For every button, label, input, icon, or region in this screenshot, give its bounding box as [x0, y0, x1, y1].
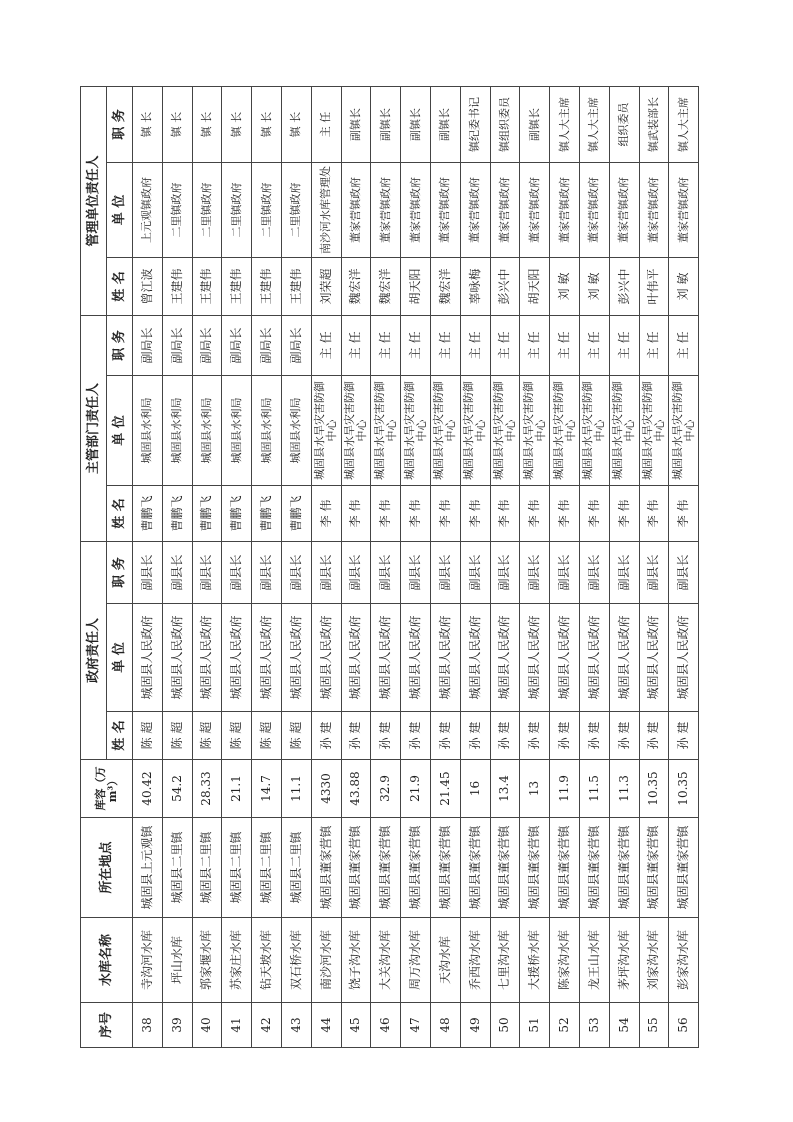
cell-mgmt-name: 彭兴中 — [490, 257, 520, 315]
cell-gov-unit: 城固县人民政府 — [162, 604, 192, 712]
cell-gov-title: 副县长 — [430, 541, 460, 603]
table-row — [192, 86, 222, 1047]
cell-mgmt-title: 镇 长 — [281, 86, 311, 162]
cell-dept-name: 李 伟 — [520, 485, 550, 541]
cell-mgmt-name: 魏宏洋 — [371, 257, 401, 315]
cell-capacity: 28.33 — [192, 760, 222, 818]
cell-gov-title: 副县长 — [520, 541, 550, 603]
table-row — [550, 86, 580, 1047]
cell-location: 城固县二里镇 — [281, 818, 311, 918]
table-row — [520, 86, 550, 1047]
cell-capacity: 11.3 — [609, 760, 639, 818]
cell-dept-unit: 城固县水旱灾害防御中心 — [430, 375, 460, 485]
cell-gov-name: 陈 超 — [133, 712, 163, 760]
cell-dept-unit: 城固县水利局 — [162, 375, 192, 485]
table-row — [341, 86, 371, 1047]
cell-reservoir: 乔西沟水库 — [460, 918, 490, 1003]
cell-seq: 49 — [460, 1003, 490, 1048]
table-row — [430, 86, 460, 1047]
cell-location: 城固县董家营镇 — [430, 818, 460, 918]
cell-mgmt-unit: 董家营镇政府 — [371, 162, 401, 257]
cell-gov-unit: 城固县人民政府 — [133, 604, 163, 712]
table-row — [222, 86, 252, 1047]
table-row — [252, 86, 282, 1047]
cell-reservoir: 大援桥水库 — [520, 918, 550, 1003]
cell-gov-unit: 城固县人民政府 — [430, 604, 460, 712]
cell-dept-title: 副局长 — [222, 315, 252, 375]
cell-reservoir: 周万沟水库 — [401, 918, 431, 1003]
rotated-table-wrapper — [80, 87, 696, 1048]
cell-seq: 55 — [639, 1003, 669, 1048]
header-capacity: 库容（万m³） — [81, 760, 133, 818]
cell-mgmt-name: 辜咏梅 — [460, 257, 490, 315]
cell-seq: 47 — [401, 1003, 431, 1048]
cell-dept-unit: 城固县水旱灾害防御中心 — [550, 375, 580, 485]
cell-dept-unit: 城固县水利局 — [252, 375, 282, 485]
cell-gov-name: 孙 建 — [401, 712, 431, 760]
cell-mgmt-unit: 二里镇政府 — [252, 162, 282, 257]
cell-gov-unit: 城固县人民政府 — [579, 604, 609, 712]
header-gov-unit: 单 位 — [107, 604, 133, 712]
cell-gov-unit: 城固县人民政府 — [192, 604, 222, 712]
cell-reservoir: 刘家沟水库 — [639, 918, 669, 1003]
cell-mgmt-name: 胡天阳 — [401, 257, 431, 315]
cell-capacity: 21.45 — [430, 760, 460, 818]
cell-gov-name: 陈 超 — [162, 712, 192, 760]
table-row — [311, 86, 341, 1047]
cell-dept-unit: 城固县水旱灾害防御中心 — [341, 375, 371, 485]
cell-reservoir: 七里沟水库 — [490, 918, 520, 1003]
cell-gov-title: 副县长 — [281, 541, 311, 603]
cell-seq: 56 — [669, 1003, 699, 1048]
cell-dept-unit: 城固县水旱灾害防御中心 — [401, 375, 431, 485]
cell-dept-title: 副局长 — [162, 315, 192, 375]
cell-gov-name: 孙 建 — [520, 712, 550, 760]
cell-dept-name: 李 伟 — [371, 485, 401, 541]
cell-reservoir: 南沙河水库 — [311, 918, 341, 1003]
cell-mgmt-name: 刘荣超 — [311, 257, 341, 315]
cell-mgmt-unit: 二里镇政府 — [162, 162, 192, 257]
table-row — [281, 86, 311, 1047]
cell-mgmt-name: 魏宏洋 — [430, 257, 460, 315]
cell-mgmt-unit: 董家营镇政府 — [609, 162, 639, 257]
cell-mgmt-name: 王建伟 — [222, 257, 252, 315]
cell-mgmt-unit: 董家营镇政府 — [341, 162, 371, 257]
header-mgmt-unit: 单 位 — [107, 162, 133, 257]
cell-mgmt-title: 镇 长 — [192, 86, 222, 162]
cell-mgmt-name: 胡天阳 — [520, 257, 550, 315]
cell-gov-unit: 城固县人民政府 — [371, 604, 401, 712]
cell-location: 城固县董家营镇 — [609, 818, 639, 918]
cell-gov-unit: 城固县人民政府 — [252, 604, 282, 712]
cell-seq: 48 — [430, 1003, 460, 1048]
header-gov-group: 政府责任人 — [81, 541, 107, 759]
cell-dept-unit: 城固县水利局 — [133, 375, 163, 485]
cell-seq: 43 — [281, 1003, 311, 1048]
cell-dept-title: 主 任 — [550, 315, 580, 375]
cell-mgmt-name: 叶伟平 — [639, 257, 669, 315]
cell-mgmt-unit: 董家营镇政府 — [639, 162, 669, 257]
header-mgmt-name: 姓 名 — [107, 257, 133, 315]
cell-dept-title: 主 任 — [371, 315, 401, 375]
cell-gov-name: 陈 超 — [281, 712, 311, 760]
cell-dept-title: 主 任 — [341, 315, 371, 375]
cell-dept-title: 副局长 — [192, 315, 222, 375]
cell-capacity: 43.88 — [341, 760, 371, 818]
cell-dept-unit: 城固县水利局 — [222, 375, 252, 485]
cell-mgmt-title: 副镇长 — [371, 86, 401, 162]
cell-seq: 46 — [371, 1003, 401, 1048]
cell-capacity: 16 — [460, 760, 490, 818]
cell-dept-title: 主 任 — [579, 315, 609, 375]
cell-dept-unit: 城固县水旱灾害防御中心 — [579, 375, 609, 485]
cell-gov-title: 副县长 — [401, 541, 431, 603]
cell-gov-title: 副县长 — [669, 541, 699, 603]
cell-dept-name: 李 伟 — [579, 485, 609, 541]
cell-dept-name: 曹鹏飞 — [133, 485, 163, 541]
table-row — [133, 86, 163, 1047]
cell-dept-name: 曹鹏飞 — [252, 485, 282, 541]
cell-dept-title: 副局长 — [133, 315, 163, 375]
cell-reservoir: 坪山水库 — [162, 918, 192, 1003]
cell-location: 城固县二里镇 — [192, 818, 222, 918]
cell-seq: 54 — [609, 1003, 639, 1048]
cell-location: 城固县董家营镇 — [460, 818, 490, 918]
table-row — [579, 86, 609, 1047]
cell-capacity: 4330 — [311, 760, 341, 818]
cell-gov-title: 副县长 — [341, 541, 371, 603]
cell-mgmt-title: 副镇长 — [341, 86, 371, 162]
cell-seq: 50 — [490, 1003, 520, 1048]
cell-gov-name: 孙 建 — [341, 712, 371, 760]
cell-dept-name: 李 伟 — [401, 485, 431, 541]
cell-location: 城固县董家营镇 — [490, 818, 520, 918]
cell-capacity: 13 — [520, 760, 550, 818]
cell-capacity: 11.1 — [281, 760, 311, 818]
cell-gov-name: 孙 建 — [490, 712, 520, 760]
cell-gov-unit: 城固县人民政府 — [341, 604, 371, 712]
header-mgmt-group: 管理单位责任人 — [81, 86, 107, 315]
cell-dept-title: 主 任 — [460, 315, 490, 375]
cell-capacity: 21.9 — [401, 760, 431, 818]
cell-reservoir: 天沟水库 — [430, 918, 460, 1003]
table-body — [133, 86, 699, 1047]
cell-gov-title: 副县长 — [311, 541, 341, 603]
cell-dept-name: 曹鹏飞 — [281, 485, 311, 541]
cell-dept-unit: 城固县水利局 — [281, 375, 311, 485]
table-row — [162, 86, 192, 1047]
cell-mgmt-title: 主 任 — [311, 86, 341, 162]
cell-capacity: 14.7 — [252, 760, 282, 818]
cell-gov-unit: 城固县人民政府 — [609, 604, 639, 712]
cell-gov-unit: 城固县人民政府 — [639, 604, 669, 712]
cell-dept-unit: 城固县水旱灾害防御中心 — [490, 375, 520, 485]
cell-mgmt-name: 王建伟 — [162, 257, 192, 315]
cell-gov-name: 孙 建 — [639, 712, 669, 760]
cell-gov-unit: 城固县人民政府 — [311, 604, 341, 712]
cell-gov-title: 副县长 — [252, 541, 282, 603]
header-dept-name: 姓 名 — [107, 485, 133, 541]
cell-location: 城固县董家营镇 — [579, 818, 609, 918]
cell-mgmt-title: 镇人大主席 — [550, 86, 580, 162]
cell-capacity: 54.2 — [162, 760, 192, 818]
header-gov-name: 姓 名 — [107, 712, 133, 760]
cell-mgmt-title: 镇 长 — [133, 86, 163, 162]
cell-dept-title: 主 任 — [639, 315, 669, 375]
cell-gov-title: 副县长 — [460, 541, 490, 603]
cell-gov-name: 陈 超 — [222, 712, 252, 760]
cell-mgmt-title: 副镇长 — [520, 86, 550, 162]
cell-mgmt-title: 镇组织委员 — [490, 86, 520, 162]
table-row — [639, 86, 669, 1047]
cell-mgmt-unit: 董家营镇政府 — [401, 162, 431, 257]
cell-mgmt-unit: 二里镇政府 — [192, 162, 222, 257]
cell-dept-title: 主 任 — [401, 315, 431, 375]
cell-capacity: 21.1 — [222, 760, 252, 818]
header-gov-title: 职 务 — [107, 541, 133, 603]
cell-reservoir: 寺沟河水库 — [133, 918, 163, 1003]
cell-dept-name: 李 伟 — [669, 485, 699, 541]
reservoir-responsibility-table — [80, 86, 699, 1048]
cell-mgmt-unit: 董家营镇政府 — [430, 162, 460, 257]
cell-mgmt-title: 镇 长 — [252, 86, 282, 162]
cell-dept-unit: 城固县水旱灾害防御中心 — [311, 375, 341, 485]
cell-mgmt-unit: 董家营镇政府 — [550, 162, 580, 257]
cell-dept-name: 李 伟 — [609, 485, 639, 541]
cell-mgmt-name: 王建伟 — [252, 257, 282, 315]
cell-mgmt-name: 王建伟 — [281, 257, 311, 315]
cell-seq: 44 — [311, 1003, 341, 1048]
cell-gov-name: 孙 建 — [579, 712, 609, 760]
cell-capacity: 10.35 — [669, 760, 699, 818]
cell-gov-name: 孙 建 — [371, 712, 401, 760]
cell-gov-title: 副县长 — [371, 541, 401, 603]
cell-dept-name: 李 伟 — [460, 485, 490, 541]
cell-mgmt-unit: 二里镇政府 — [281, 162, 311, 257]
cell-mgmt-title: 镇武装部长 — [639, 86, 669, 162]
cell-gov-unit: 城固县人民政府 — [550, 604, 580, 712]
cell-dept-name: 曹鹏飞 — [162, 485, 192, 541]
cell-location: 城固县董家营镇 — [341, 818, 371, 918]
header-mgmt-title: 职 务 — [107, 86, 133, 162]
cell-gov-name: 孙 建 — [460, 712, 490, 760]
cell-capacity: 11.9 — [550, 760, 580, 818]
cell-mgmt-title: 副镇长 — [401, 86, 431, 162]
cell-dept-name: 曹鹏飞 — [192, 485, 222, 541]
cell-mgmt-unit: 二里镇政府 — [222, 162, 252, 257]
cell-seq: 42 — [252, 1003, 282, 1048]
cell-dept-unit: 城固县水旱灾害防御中心 — [371, 375, 401, 485]
cell-seq: 52 — [550, 1003, 580, 1048]
cell-dept-title: 主 任 — [311, 315, 341, 375]
cell-gov-unit: 城固县人民政府 — [281, 604, 311, 712]
cell-gov-name: 陈 超 — [252, 712, 282, 760]
cell-mgmt-name: 曾江波 — [133, 257, 163, 315]
cell-gov-title: 副县长 — [192, 541, 222, 603]
cell-mgmt-title: 镇人大主席 — [669, 86, 699, 162]
cell-mgmt-unit: 上元观镇政府 — [133, 162, 163, 257]
table-row — [669, 86, 699, 1047]
cell-reservoir: 饶子沟水库 — [341, 918, 371, 1003]
cell-reservoir: 双石桥水库 — [281, 918, 311, 1003]
table-row — [609, 86, 639, 1047]
cell-gov-title: 副县长 — [639, 541, 669, 603]
cell-gov-name: 孙 建 — [669, 712, 699, 760]
cell-gov-title: 副县长 — [550, 541, 580, 603]
cell-capacity: 32.9 — [371, 760, 401, 818]
header-dept-title: 职 务 — [107, 315, 133, 375]
cell-mgmt-name: 彭兴中 — [609, 257, 639, 315]
cell-gov-name: 孙 建 — [311, 712, 341, 760]
cell-dept-unit: 城固县水旱灾害防御中心 — [639, 375, 669, 485]
cell-capacity: 40.42 — [133, 760, 163, 818]
cell-gov-unit: 城固县人民政府 — [490, 604, 520, 712]
cell-seq: 41 — [222, 1003, 252, 1048]
cell-mgmt-name: 刘 敏 — [579, 257, 609, 315]
cell-location: 城固县董家营镇 — [639, 818, 669, 918]
cell-location: 城固县二里镇 — [252, 818, 282, 918]
cell-dept-title: 主 任 — [430, 315, 460, 375]
cell-location: 城固县董家营镇 — [371, 818, 401, 918]
cell-location: 城固县董家营镇 — [401, 818, 431, 918]
cell-dept-unit: 城固县水旱灾害防御中心 — [460, 375, 490, 485]
header-dept-unit: 单 位 — [107, 375, 133, 485]
header-location: 所在地点 — [81, 818, 133, 918]
cell-gov-unit: 城固县人民政府 — [520, 604, 550, 712]
cell-capacity: 10.35 — [639, 760, 669, 818]
cell-mgmt-unit: 董家营镇政府 — [520, 162, 550, 257]
header-dept-group: 主管部门责任人 — [81, 315, 107, 541]
cell-dept-title: 主 任 — [669, 315, 699, 375]
cell-seq: 45 — [341, 1003, 371, 1048]
header-reservoir: 水库名称 — [81, 918, 133, 1003]
cell-dept-title: 主 任 — [490, 315, 520, 375]
cell-dept-title: 主 任 — [520, 315, 550, 375]
cell-reservoir: 陈家沟水库 — [550, 918, 580, 1003]
cell-mgmt-unit: 董家营镇政府 — [490, 162, 520, 257]
cell-mgmt-unit: 董家营镇政府 — [579, 162, 609, 257]
cell-location: 城固县上元观镇 — [133, 818, 163, 918]
cell-seq: 51 — [520, 1003, 550, 1048]
cell-mgmt-name: 刘 敏 — [669, 257, 699, 315]
cell-mgmt-title: 镇纪委书记 — [460, 86, 490, 162]
table-row — [490, 86, 520, 1047]
cell-mgmt-name: 王建伟 — [192, 257, 222, 315]
cell-mgmt-title: 镇 长 — [162, 86, 192, 162]
cell-seq: 40 — [192, 1003, 222, 1048]
cell-mgmt-name: 刘 敏 — [550, 257, 580, 315]
cell-gov-name: 孙 建 — [550, 712, 580, 760]
cell-gov-unit: 城固县人民政府 — [669, 604, 699, 712]
cell-dept-title: 副局长 — [252, 315, 282, 375]
cell-gov-unit: 城固县人民政府 — [460, 604, 490, 712]
cell-reservoir: 茅坪沟水库 — [609, 918, 639, 1003]
cell-gov-name: 孙 建 — [430, 712, 460, 760]
cell-location: 城固县董家营镇 — [311, 818, 341, 918]
cell-seq: 38 — [133, 1003, 163, 1048]
cell-dept-name: 曹鹏飞 — [222, 485, 252, 541]
cell-gov-title: 副县长 — [222, 541, 252, 603]
cell-dept-name: 李 伟 — [490, 485, 520, 541]
cell-location: 城固县董家营镇 — [550, 818, 580, 918]
cell-dept-title: 副局长 — [281, 315, 311, 375]
cell-reservoir: 龙王山水库 — [579, 918, 609, 1003]
cell-mgmt-title: 镇 长 — [222, 86, 252, 162]
cell-gov-unit: 城固县人民政府 — [401, 604, 431, 712]
cell-dept-name: 李 伟 — [430, 485, 460, 541]
cell-reservoir: 苏家庄水库 — [222, 918, 252, 1003]
cell-gov-title: 副县长 — [579, 541, 609, 603]
cell-dept-unit: 城固县水旱灾害防御中心 — [669, 375, 699, 485]
cell-gov-title: 副县长 — [609, 541, 639, 603]
cell-gov-unit: 城固县人民政府 — [222, 604, 252, 712]
cell-mgmt-unit: 董家营镇政府 — [460, 162, 490, 257]
cell-capacity: 11.5 — [579, 760, 609, 818]
cell-gov-name: 孙 建 — [609, 712, 639, 760]
cell-reservoir: 钻天坡水库 — [252, 918, 282, 1003]
cell-mgmt-name: 魏宏洋 — [341, 257, 371, 315]
cell-dept-name: 李 伟 — [550, 485, 580, 541]
cell-mgmt-title: 组织委员 — [609, 86, 639, 162]
table-row — [401, 86, 431, 1047]
cell-location: 城固县二里镇 — [162, 818, 192, 918]
cell-gov-name: 陈 超 — [192, 712, 222, 760]
cell-location: 城固县董家营镇 — [520, 818, 550, 918]
header-seq: 序号 — [81, 1003, 133, 1048]
cell-dept-unit: 城固县水旱灾害防御中心 — [609, 375, 639, 485]
table-row — [460, 86, 490, 1047]
cell-dept-name: 李 伟 — [311, 485, 341, 541]
cell-seq: 39 — [162, 1003, 192, 1048]
cell-seq: 53 — [579, 1003, 609, 1048]
cell-reservoir: 大关沟水库 — [371, 918, 401, 1003]
cell-dept-unit: 城固县水旱灾害防御中心 — [520, 375, 550, 485]
cell-dept-unit: 城固县水利局 — [192, 375, 222, 485]
cell-mgmt-title: 镇人大主席 — [579, 86, 609, 162]
cell-mgmt-unit: 董家营镇政府 — [669, 162, 699, 257]
cell-gov-title: 副县长 — [490, 541, 520, 603]
cell-capacity: 13.4 — [490, 760, 520, 818]
cell-dept-title: 主 任 — [609, 315, 639, 375]
table-row — [371, 86, 401, 1047]
cell-reservoir: 郭家堰水库 — [192, 918, 222, 1003]
cell-location: 城固县董家营镇 — [669, 818, 699, 918]
rotated-document-page — [80, 87, 696, 1048]
cell-mgmt-unit: 南沙河水库管理处 — [311, 162, 341, 257]
cell-reservoir: 彭家沟水库 — [669, 918, 699, 1003]
cell-gov-title: 副县长 — [133, 541, 163, 603]
header-row-top — [81, 86, 107, 1047]
cell-mgmt-title: 副镇长 — [430, 86, 460, 162]
cell-dept-name: 李 伟 — [341, 485, 371, 541]
cell-location: 城固县二里镇 — [222, 818, 252, 918]
cell-dept-name: 李 伟 — [639, 485, 669, 541]
cell-gov-title: 副县长 — [162, 541, 192, 603]
